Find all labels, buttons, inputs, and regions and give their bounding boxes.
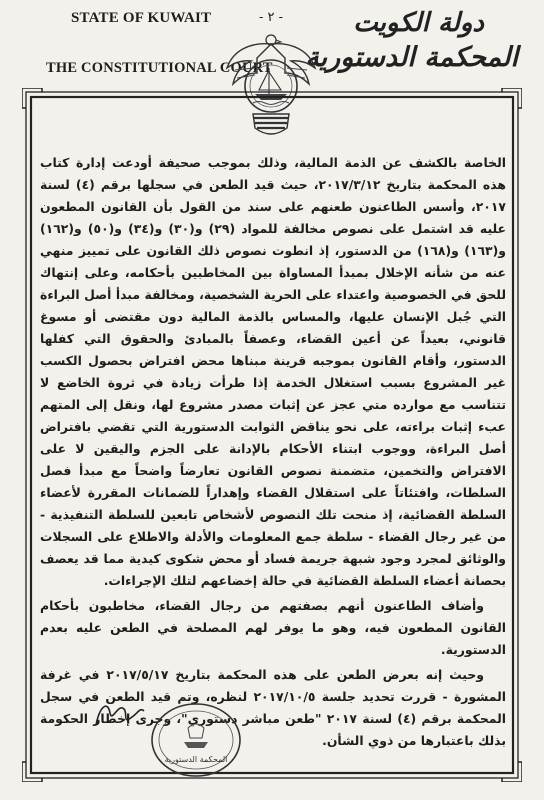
header-ar-court: المحكمة الدستورية	[305, 42, 518, 73]
court-stamp-icon	[148, 700, 244, 780]
header-en-court: THE CONSTITUTIONAL COURT	[46, 60, 273, 76]
paragraph: الخاصة بالكشف عن الذمة المالية، وذلك بموجب صحيفة أودعت إدارة كتاب هذه المحكمة بتاريخ ٢٠١٧/٣/١٢، حيث قيد الطعن في سجلها برقم (٤) لسنة ٢٠١٧، وأسس الطاعنون طعنهم على سند من القول بأن القانون المطعون عليه قد اشتمل على نصوص مخالفة للمواد (٢٩) و(٣٠) و(٣٤) و(٥٠) و(١٦٢) و(١٦٣) و(١٦٨) من الدستور، إذ انطوت نصوص ذلك القانون على تمييز منهي عنه من شأنه الإخلال بمبدأ المساواة بين المخاطبين بأحكامه، وعلى إنتهاك للحق في الخصوصية واعتداء على الحرية الشخصية، ومخالفة مبدأ أصل البراءة التي جُبل الإنسان عليها، والمساس بالذمة المالية دون مقتضى أو مسوغ قانوني، بعيداً عن أعين القضاء، وعصفاً بالمبادئ والحقوق التي كفلها الدستور، وأقام القانون بموجبه قرينة مبناها محض افتراض بحصول الكسب غير المشروع بسبب استغلال الخدمة إذا طرأت زيادة في ثروة الخاضع لا تتناسب مع موارده متي عجز عن إثبات مصدر مشروع لها، ونقل إلى المتهم عبء إثبات براءته، على نحو يناقض الثوابت الدستورية التي تقضي بافتراض أصل البراءة، ووجوب ابتناء الأحكام بالإدانة على الجزم واليقين لا على الافتراض والتخمين، متضمنة نصوص القانون تعارضاً واضحاً مع مبدأ فصل السلطات، وافتئاتاً على استقلال القضاء وإهداراً للضمانات المقررة لأعضاء السلطة القضائية، إذ منحت تلك النصوص لأشخاص تابعين للسلطة التنفيذية - من غير رجال القضاء - سلطة جمع المعلومات والأدلة والاطلاع على السجلات والوثائق لمجرد وجود شبهة جريمة فساد أو محض شكوى كيدية مما قد يعصف بحصانة أعضاء السلطة القضائية في حالة إخضاعهم لتلك الإجراءات.	[40, 155, 507, 588]
document-body	[40, 152, 506, 755]
page-number: - ٢ -	[259, 10, 284, 25]
paragraph: وأضاف الطاعنون أنهم بصفتهم من رجال القضاء، مخاطبون بأحكام القانون المطعون فيه، وهو ما يوفر لهم المصلحة في الطعن عليه بعدم الدستورية.	[40, 598, 506, 657]
stamp-text: المحكمة الدستورية	[164, 755, 228, 764]
header-en-state: STATE OF KUWAIT	[71, 10, 212, 26]
paragraph: وحيث إنه بعرض الطعن على هذه المحكمة بتاريخ ٢٠١٧/٥/١٧ في غرفة المشورة - قررت تحديد جلسة ٢٠١٧/١٠/٥ لنظره، وتم قيد الطعن في سجل المحكمة برقم (٤) لسنة ٢٠١٧ "طعن مباشر دستوري"، وجرى إخطار الحكومة بذلك باعتبارها من ذوي الشأن.	[40, 667, 506, 748]
header-ar-state: دولة الكويت	[353, 8, 484, 38]
signature-icon	[88, 695, 148, 735]
